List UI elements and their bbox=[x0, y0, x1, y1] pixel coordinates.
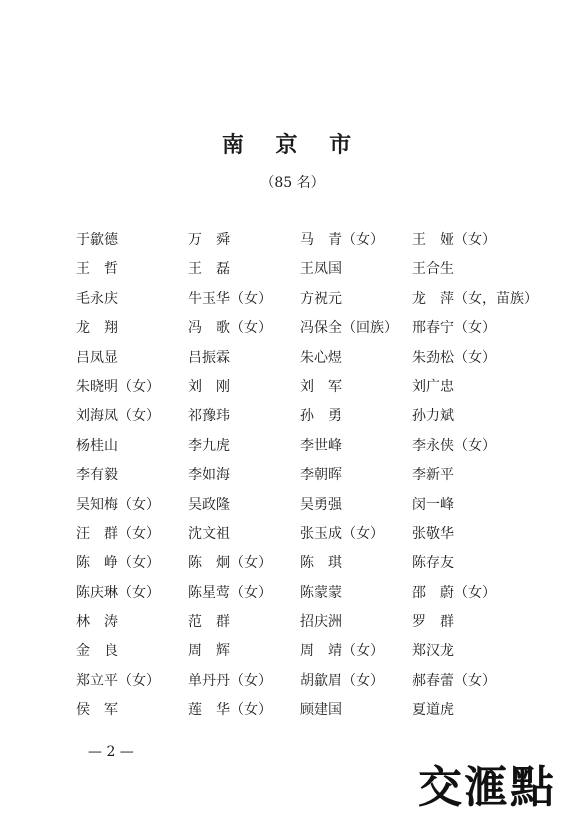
name-entry: 林 涛 bbox=[76, 614, 118, 631]
name-entry: 马 青（女） bbox=[300, 232, 384, 248]
name-entry: 刘广忠 bbox=[412, 378, 454, 395]
name-entry: 王合生 bbox=[412, 261, 454, 278]
name-entry: 李世峰 bbox=[300, 437, 342, 454]
name-entry: 龙 萍（女，苗族） bbox=[412, 290, 538, 307]
name-entry: 陈 炯（女） bbox=[188, 555, 272, 572]
name-entry: 李永侠（女） bbox=[412, 437, 496, 454]
name-entry: 郑汉龙 bbox=[412, 643, 454, 660]
name-entry: 沈文祖 bbox=[188, 525, 230, 542]
watermark-text: 交滙點 bbox=[418, 762, 556, 813]
page-number: — 2 — bbox=[88, 744, 134, 760]
name-entry: 邢春宁（女） bbox=[412, 320, 496, 337]
name-entry: 杨桂山 bbox=[76, 437, 118, 454]
name-entry: 孙力斌 bbox=[412, 408, 454, 425]
name-entry: 陈星莺（女） bbox=[188, 584, 272, 601]
name-entry: 李朝晖 bbox=[300, 467, 342, 484]
name-entry: 龙 翔 bbox=[76, 320, 118, 337]
name-entry: 刘海凤（女） bbox=[76, 408, 160, 425]
name-entry: 李有毅 bbox=[76, 467, 118, 484]
name-entry: 周 靖（女） bbox=[300, 643, 384, 660]
name-entry: 朱心煜 bbox=[300, 349, 342, 366]
delegate-count: （85 名） bbox=[260, 175, 325, 191]
name-entry: 陈蒙蒙 bbox=[300, 584, 342, 601]
name-entry: 邵 蔚（女） bbox=[412, 584, 496, 601]
name-entry: 李九虎 bbox=[188, 437, 230, 454]
name-entry: 朱劲松（女） bbox=[412, 349, 496, 366]
name-entry: 陈 琪 bbox=[300, 555, 342, 572]
name-entry: 莲 华（女） bbox=[188, 702, 272, 719]
name-entry: 郝春蕾（女） bbox=[412, 672, 496, 689]
name-entry: 吕振霖 bbox=[188, 349, 230, 366]
name-entry: 陈 峥（女） bbox=[76, 555, 160, 572]
name-entry: 王 哲 bbox=[76, 261, 118, 278]
name-entry: 王 娅（女） bbox=[412, 232, 496, 248]
name-entry: 张敬华 bbox=[412, 525, 454, 542]
name-entry: 吴勇强 bbox=[300, 496, 342, 513]
page-title: 南 京 市 bbox=[221, 132, 364, 158]
name-entry: 万 舜 bbox=[188, 232, 230, 248]
name-entry: 汪 群（女） bbox=[76, 525, 160, 542]
name-entry: 单丹丹（女） bbox=[188, 672, 272, 689]
name-entry: 于歙德 bbox=[76, 232, 118, 248]
name-entry: 闵一峰 bbox=[412, 496, 454, 513]
name-entry: 吕凤显 bbox=[76, 349, 118, 366]
name-entry: 陈庆琳（女） bbox=[76, 584, 160, 601]
name-entry: 罗 群 bbox=[412, 614, 454, 631]
name-entry: 张玉成（女） bbox=[300, 525, 384, 542]
name-entry: 郑立平（女） bbox=[76, 672, 160, 689]
name-entry: 夏道虎 bbox=[412, 702, 454, 719]
name-entry: 李如海 bbox=[188, 467, 230, 484]
name-entry: 招庆洲 bbox=[300, 614, 342, 631]
name-entry: 孙 勇 bbox=[300, 408, 342, 425]
name-entry: 冯保全（回族） bbox=[300, 320, 398, 337]
name-entry: 王凤国 bbox=[300, 261, 342, 278]
name-entry: 顾建国 bbox=[300, 702, 342, 719]
name-entry: 冯 歌（女） bbox=[188, 320, 272, 337]
name-entry: 毛永庆 bbox=[76, 290, 118, 307]
name-list bbox=[76, 231, 536, 731]
name-entry: 李新平 bbox=[412, 467, 454, 484]
name-entry: 吴知梅（女） bbox=[76, 496, 160, 513]
name-entry: 胡歙眉（女） bbox=[300, 672, 384, 689]
name-entry: 刘 刚 bbox=[188, 378, 230, 395]
name-entry: 祁豫玮 bbox=[188, 408, 230, 425]
name-entry: 金 良 bbox=[76, 643, 118, 660]
name-entry: 牛玉华（女） bbox=[188, 290, 272, 307]
watermark-logo bbox=[418, 758, 568, 818]
name-entry: 吴政隆 bbox=[188, 496, 230, 513]
name-entry: 陈存友 bbox=[412, 555, 454, 572]
name-entry: 侯 军 bbox=[76, 702, 118, 719]
name-entry: 方祝元 bbox=[300, 290, 342, 307]
name-entry: 范 群 bbox=[188, 614, 230, 631]
name-entry: 朱晓明（女） bbox=[76, 378, 160, 395]
name-entry: 刘 军 bbox=[300, 378, 342, 395]
name-entry: 王 磊 bbox=[188, 261, 230, 278]
name-entry: 周 辉 bbox=[188, 643, 230, 660]
